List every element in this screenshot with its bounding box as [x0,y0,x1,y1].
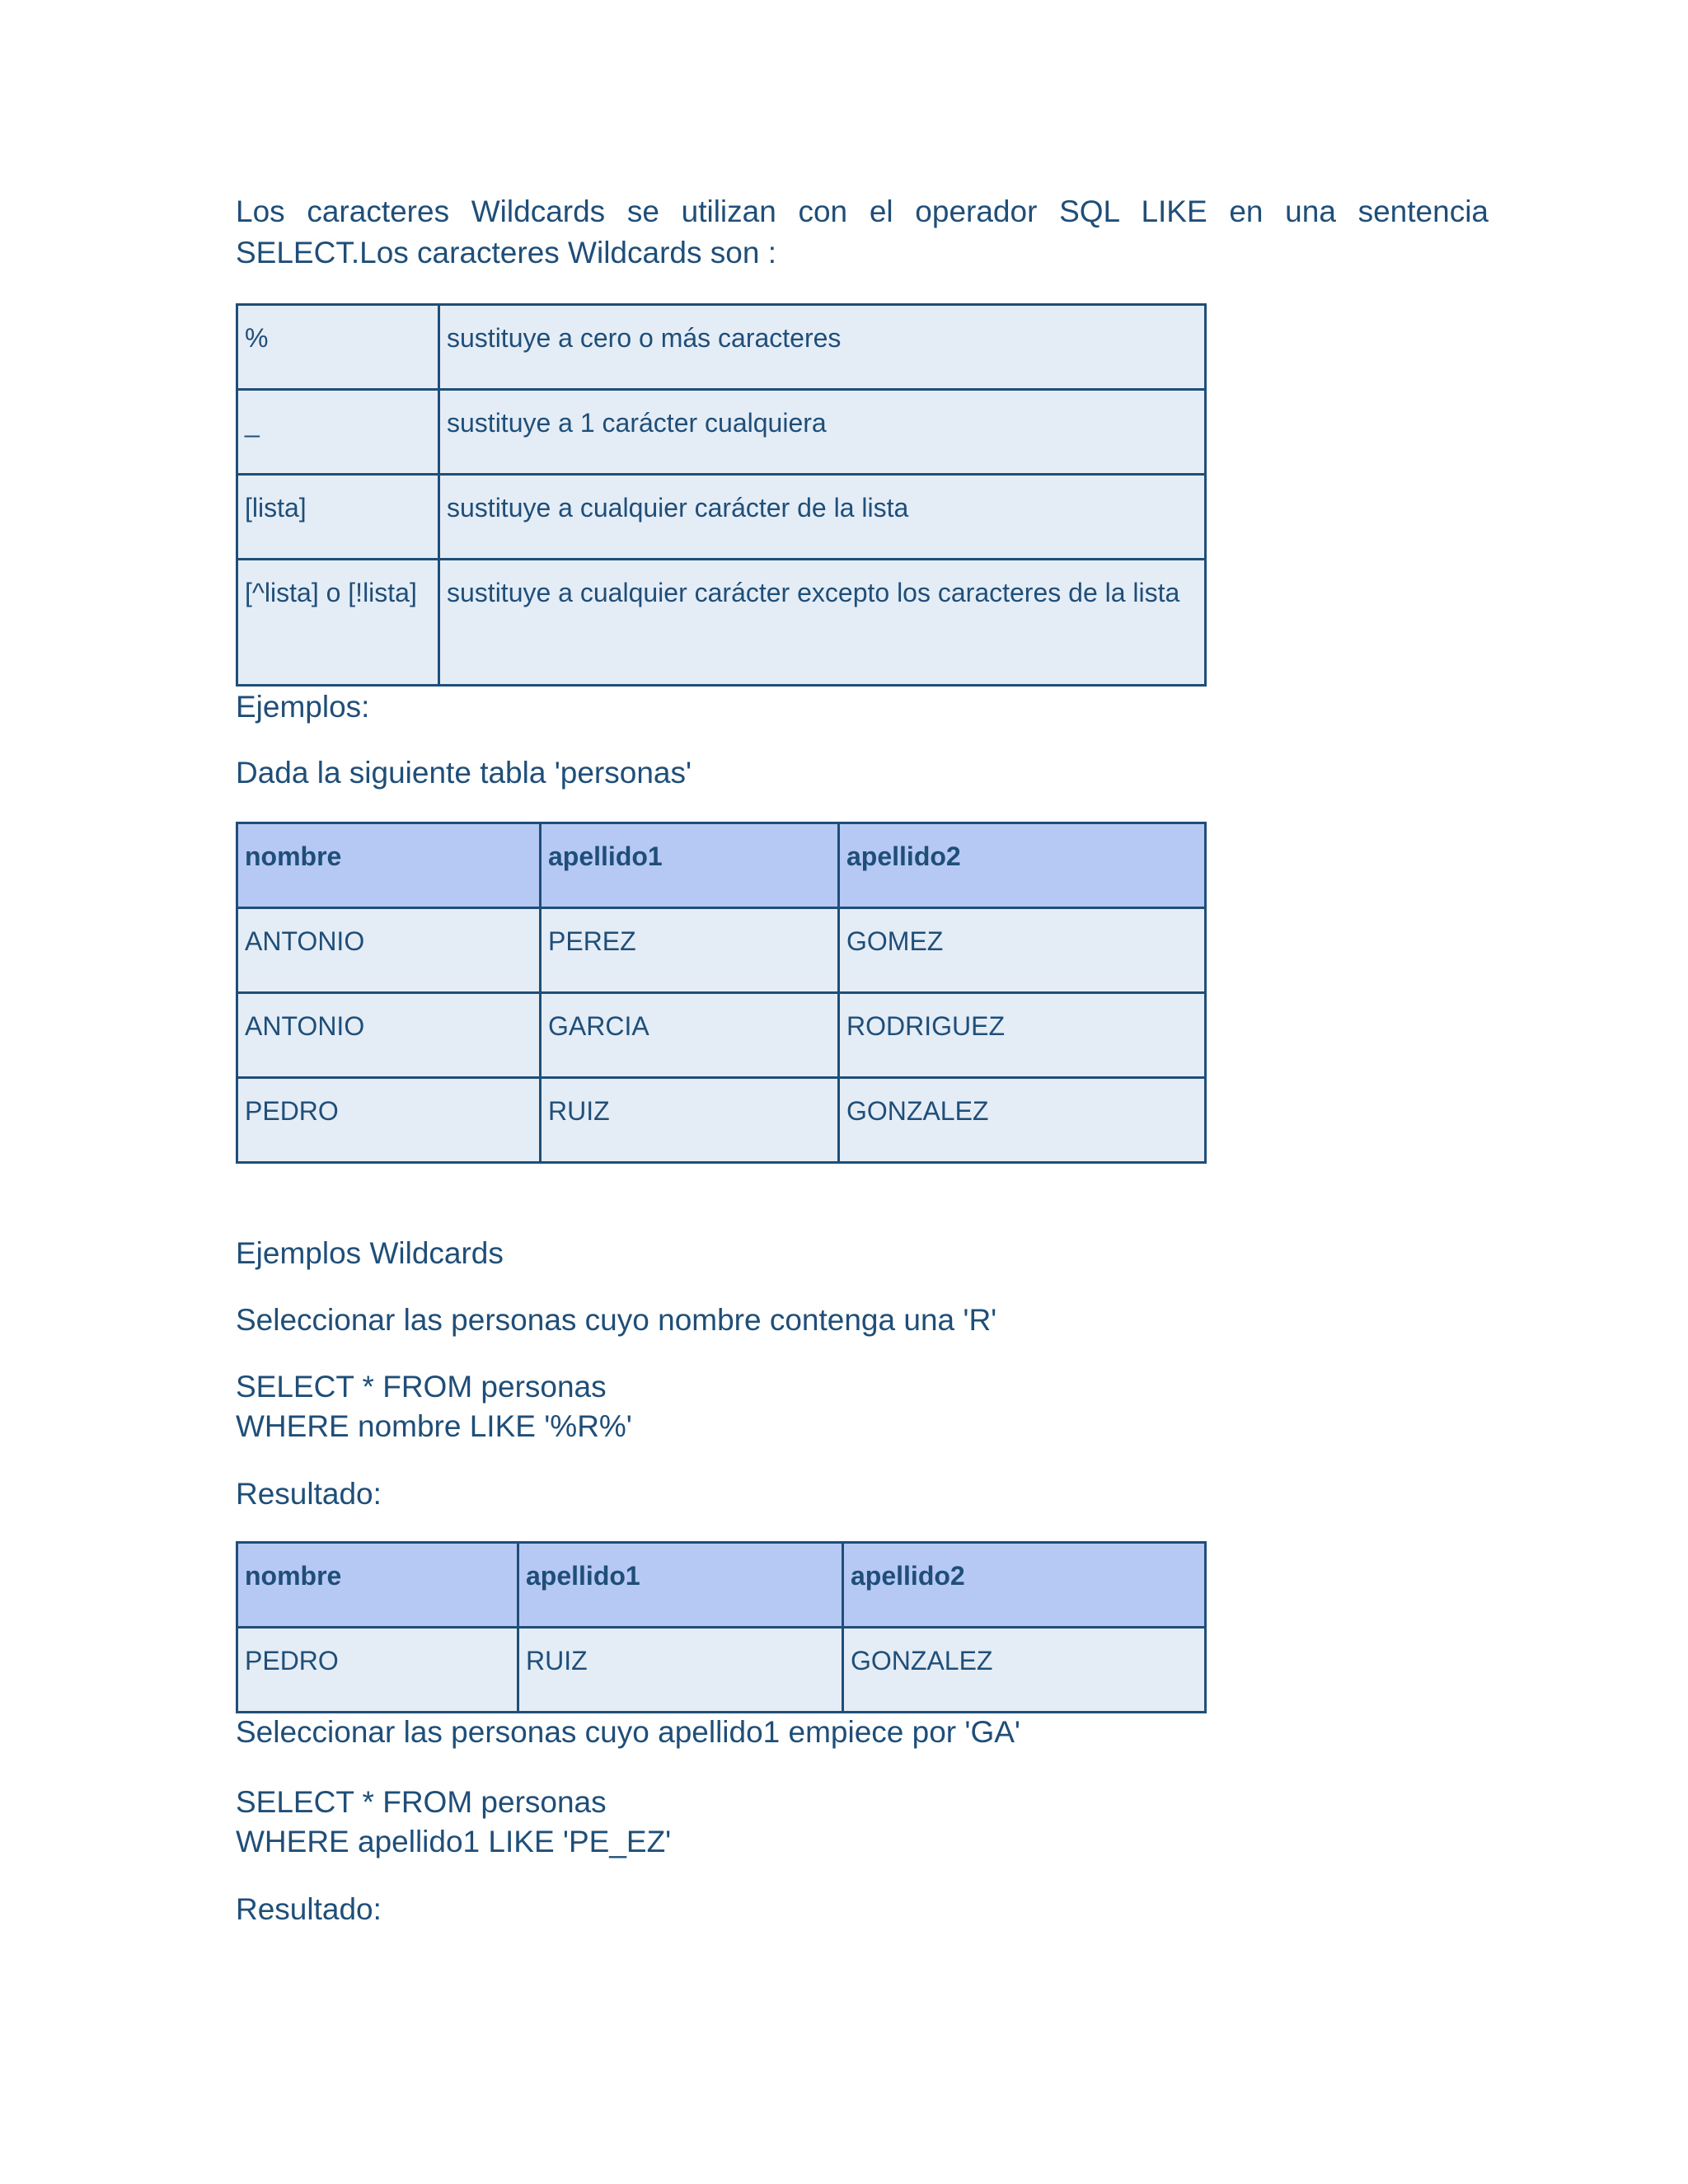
example2-title: Seleccionar las personas cuyo apellido1 empiece por 'GA' [236,1715,1020,1749]
table-cell: GONZALEZ [843,1628,1206,1713]
table-cell: RUIZ [541,1078,839,1163]
example2-sql-line-1: SELECT * FROM personas [236,1785,607,1819]
intro-line-2: SELECT.Los caracteres Wildcards son : [236,236,776,269]
wildcard-description: sustituye a cualquier carácter excepto los caracteres de la lista [439,560,1206,686]
table-row [237,1078,1206,1163]
table-header-row [237,1543,1206,1628]
example1-sql-line-2: WHERE nombre LIKE '%R%' [236,1409,632,1443]
table-cell: RUIZ [518,1628,843,1713]
table-cell: PEDRO [237,1628,518,1713]
ejemplos-label: Ejemplos: [236,690,370,724]
column-header: apellido1 [541,823,839,908]
column-header: apellido1 [518,1543,843,1628]
example2-sql-line-2: WHERE apellido1 LIKE 'PE_EZ' [236,1825,672,1858]
table-cell: PEREZ [541,908,839,993]
table-row [237,1628,1206,1713]
example1-sql-line-1: SELECT * FROM personas [236,1370,607,1404]
table-row [237,993,1206,1078]
intro-line-1: Los caracteres Wildcards se utilizan con el operador SQL LIKE en una sentencia [236,194,1489,228]
table-cell: ANTONIO [237,908,541,993]
table-cell: GOMEZ [839,908,1206,993]
table-cell: RODRIGUEZ [839,993,1206,1078]
column-header: apellido2 [843,1543,1206,1628]
table-cell: GARCIA [541,993,839,1078]
table-header-row [237,823,1206,908]
table-cell: PEDRO [237,1078,541,1163]
wildcard-description: sustituye a 1 carácter cualquiera [439,390,1206,475]
table-row [237,390,1206,475]
wildcard-symbol: % [237,305,439,390]
wildcard-description: sustituye a cualquier carácter de la lista [439,475,1206,560]
example2-result-label: Resultado: [236,1892,382,1926]
table-row [237,305,1206,390]
table-row [237,908,1206,993]
result-table [236,1541,1207,1713]
personas-table [236,822,1207,1164]
table-row [237,560,1206,686]
column-header: apellido2 [839,823,1206,908]
ejemplos-wildcards-heading: Ejemplos Wildcards [236,1236,504,1270]
wildcard-symbol: [^lista] o [!lista] [237,560,439,686]
intro-paragraph [236,191,1489,274]
example1-result-label: Resultado: [236,1477,382,1511]
wildcards-table [236,303,1207,687]
table-cell: ANTONIO [237,993,541,1078]
column-header: nombre [237,1543,518,1628]
wildcard-description: sustituye a cero o más caracteres [439,305,1206,390]
wildcard-symbol: [lista] [237,475,439,560]
wildcard-symbol: _ [237,390,439,475]
table-row [237,475,1206,560]
table-cell: GONZALEZ [839,1078,1206,1163]
column-header: nombre [237,823,541,908]
example1-title: Seleccionar las personas cuyo nombre contenga una 'R' [236,1303,997,1337]
dada-label: Dada la siguiente tabla 'personas' [236,756,692,790]
